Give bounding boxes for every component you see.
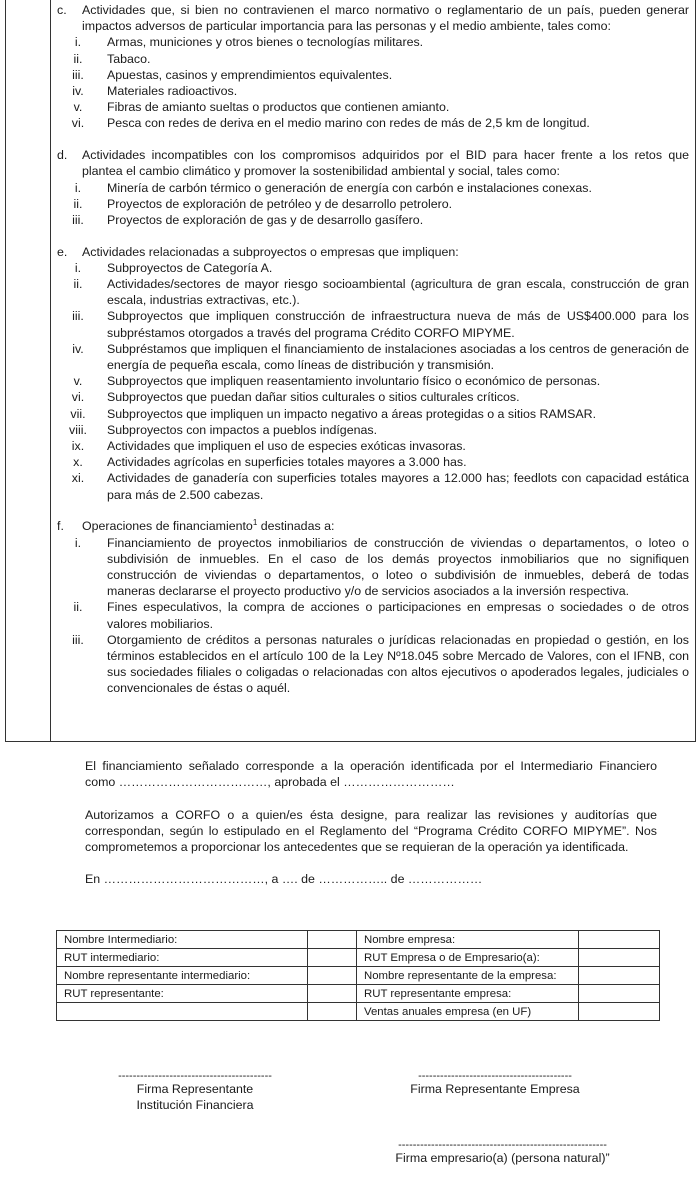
place-date-line: En …………………………………, a …. de …………….. de ……………… bbox=[85, 872, 483, 886]
empty-value-cell[interactable] bbox=[308, 1003, 357, 1021]
table-row bbox=[57, 967, 660, 985]
exclusion-list bbox=[57, 2, 689, 712]
section-letter: d. bbox=[57, 148, 68, 163]
section-letter: f. bbox=[57, 519, 64, 534]
list-item: ix. Actividades que impliquen el uso de especies exóticas invasoras. bbox=[71, 439, 466, 454]
list-item: viii. Subproyectos con impactos a pueblos indígenas. bbox=[69, 422, 378, 437]
list-item: v. Fibras de amianto sueltas o productos que contienen amianto. bbox=[73, 100, 450, 115]
list-item: xi. Actividades de ganadería con superficies totales mayores a 12.000 has; feedlots con capacidad estática para más de 2.500 cabezas. bbox=[71, 471, 689, 502]
list-item: iii. Subproyectos que impliquen construcción de infraestructura nueva de más de US$400.000 para los subpréstamos otorgados a través del programa Crédito CORFO MIPYME. bbox=[72, 309, 689, 340]
financing-paragraph: El financiamiento señalado corresponde a la operación identificada por el Intermediario Financiero como ………………………………, aprobada el ……………………… bbox=[85, 759, 657, 790]
footnote-reference[interactable]: 1 bbox=[252, 518, 258, 528]
intermediary-rep-rut-field[interactable] bbox=[308, 985, 357, 1003]
section-letter: c. bbox=[57, 3, 67, 17]
table-row bbox=[57, 985, 660, 1003]
list-item: v. Subproyectos que impliquen reasentamiento involuntario físico o económico de personas. bbox=[73, 374, 601, 389]
parties-info-table bbox=[56, 930, 660, 1021]
intermediary-name-field[interactable] bbox=[308, 931, 357, 949]
table-row bbox=[57, 1003, 660, 1021]
list-item: iii. Apuestas, casinos y emprendimientos equivalentes. bbox=[72, 67, 393, 82]
signature-caption: Institución Financiera bbox=[136, 1098, 254, 1113]
intermediary-rut-label: RUT intermediario: bbox=[57, 949, 308, 967]
list-item: vi. Subproyectos que puedan dañar sitios culturales o sitios culturales críticos. bbox=[71, 390, 520, 405]
table-row bbox=[57, 931, 660, 949]
intermediary-rut-field[interactable] bbox=[308, 949, 357, 967]
list-item: ii. Actividades/sectores de mayor riesgo socioambiental (agricultura de gran escala, construcción de gran escala, industrias extractivas, etc.). bbox=[73, 277, 689, 308]
list-item: iii. Proyectos de exploración de gas y de desarrollo gasífero. bbox=[72, 212, 424, 227]
authorization-paragraph: Autorizamos a CORFO o a quien/es ésta designe, para realizar las revisiones y auditorías que correspondan, según lo estipulado en el Reglamento del “Programa Crédito CORFO MIPYME”. Nos comprometemos a proporcionar los antecedentes que se requieran de la operación ya identificada. bbox=[85, 808, 657, 855]
company-rut-label: RUT Empresa o de Empresario(a): bbox=[357, 949, 579, 967]
company-rep-name-field[interactable] bbox=[579, 967, 660, 985]
annual-sales-label: Ventas anuales empresa (en UF) bbox=[357, 1003, 579, 1021]
box-column-divider bbox=[50, 0, 51, 741]
list-item: i. Minería de carbón térmico o generación de energía con carbón e instalaciones conexas. bbox=[74, 180, 592, 195]
list-item: iv. Materiales radioactivos. bbox=[72, 84, 238, 99]
intermediary-rep-rut-label: RUT representante: bbox=[57, 985, 308, 1003]
section-c bbox=[57, 2, 689, 132]
section-letter: e. bbox=[57, 244, 68, 259]
signature-financial-institution bbox=[85, 1071, 305, 1113]
list-item: vi. Pesca con redes de deriva en el medio marino con redes de más de 2,5 km de longitud. bbox=[71, 116, 590, 131]
list-item: ii. Tabaco. bbox=[73, 51, 151, 66]
empty-label-cell bbox=[57, 1003, 308, 1021]
list-item: ii. Proyectos de exploración de petróleo y de desarrollo petrolero. bbox=[73, 196, 453, 211]
list-item: iii. Otorgamiento de créditos a personas naturales o jurídicas relacionadas en propiedad o gestión, en los términos establecidos en el artículo 100 de la Ley Nº18.045 sobre Mercado de Valores, con el IFNB, con sus sociedades filiales o coligadas o relacionadas con altos ejecutivos o apoderados legales, judiciales o convencionales de éstas o aquél. bbox=[72, 632, 689, 696]
company-rep-rut-field[interactable] bbox=[579, 985, 660, 1003]
signature-line[interactable]: --------------------------------------------------------- bbox=[398, 1139, 607, 1151]
company-rep-rut-label: RUT representante empresa: bbox=[357, 985, 579, 1003]
annual-sales-field[interactable] bbox=[579, 1003, 660, 1021]
company-rep-name-label: Nombre representante de la empresa: bbox=[357, 967, 579, 985]
section-text: Operaciones de financiamiento$^1$ destinadas a: bbox=[82, 518, 335, 534]
company-rut-field[interactable] bbox=[579, 949, 660, 967]
section-f bbox=[57, 518, 689, 696]
signature-caption: Firma Representante Empresa bbox=[410, 1082, 580, 1096]
list-item: vii. Subproyectos que impliquen un impacto negativo a áreas protegidas o a sitios RAMSAR. bbox=[70, 406, 597, 421]
table-row bbox=[57, 949, 660, 967]
intermediary-rep-name-field[interactable] bbox=[308, 967, 357, 985]
list-item: iv. Subpréstamos que impliquen el financiamiento de instalaciones asociadas a los centros de generación de energía de pequeña escala, como líneas de distribución y transmisión. bbox=[72, 341, 689, 373]
list-item: i. Financiamiento de proyectos inmobiliarios de construcción de viviendas o departamentos, o loteo o subdivisión de inmuebles. En el caso de los demás proyectos inmobiliarios que no signifiquen construcción de viviendas o departamentos, o loteo o subdivisión de inmuebles, deberá de todas maneras declararse el proyecto productivo y/o de servicios asociados a la inversión respectiva. bbox=[74, 535, 689, 599]
list-item: i. Armas, municiones y otros bienes o tecnologías militares. bbox=[74, 35, 424, 50]
intermediary-name-label: Nombre Intermediario: bbox=[57, 931, 308, 949]
signature-caption: Firma empresario(a) (persona natural)” bbox=[395, 1151, 610, 1165]
section-text: Actividades incompatibles con los compromisos adquiridos por el BID para hacer frente a los retos que plantea el cambio climático y promover la sostenibilidad ambiental y social, tales como: bbox=[82, 148, 689, 179]
signature-company-representative bbox=[385, 1071, 605, 1097]
company-name-field[interactable] bbox=[579, 931, 660, 949]
intermediary-rep-name-label: Nombre representante intermediario: bbox=[57, 967, 308, 985]
section-text: Actividades relacionadas a subproyectos o empresas que impliquen: bbox=[82, 244, 459, 259]
signature-natural-person bbox=[360, 1140, 645, 1166]
list-item: x. Actividades agrícolas en superficies totales mayores a 3.000 has. bbox=[73, 455, 467, 470]
signature-caption: Firma Representante bbox=[136, 1082, 254, 1096]
list-item: i. Subproyectos de Categoría A. bbox=[74, 260, 273, 275]
signature-line[interactable]: ------------------------------------------ bbox=[118, 1070, 272, 1082]
signature-line[interactable]: ------------------------------------------ bbox=[418, 1070, 572, 1082]
list-item: ii. Fines especulativos, la compra de acciones o participaciones en empresas o sociedades o de otros valores mobiliarios. bbox=[73, 600, 689, 631]
section-d bbox=[57, 147, 689, 228]
company-name-label: Nombre empresa: bbox=[357, 931, 579, 949]
section-e bbox=[57, 244, 689, 503]
section-text: Actividades que, si bien no contravienen el marco normativo o reglamentario de un país, pueden generar impactos adversos de particular importancia para las personas y el medio ambiente, tales como: bbox=[82, 3, 689, 34]
